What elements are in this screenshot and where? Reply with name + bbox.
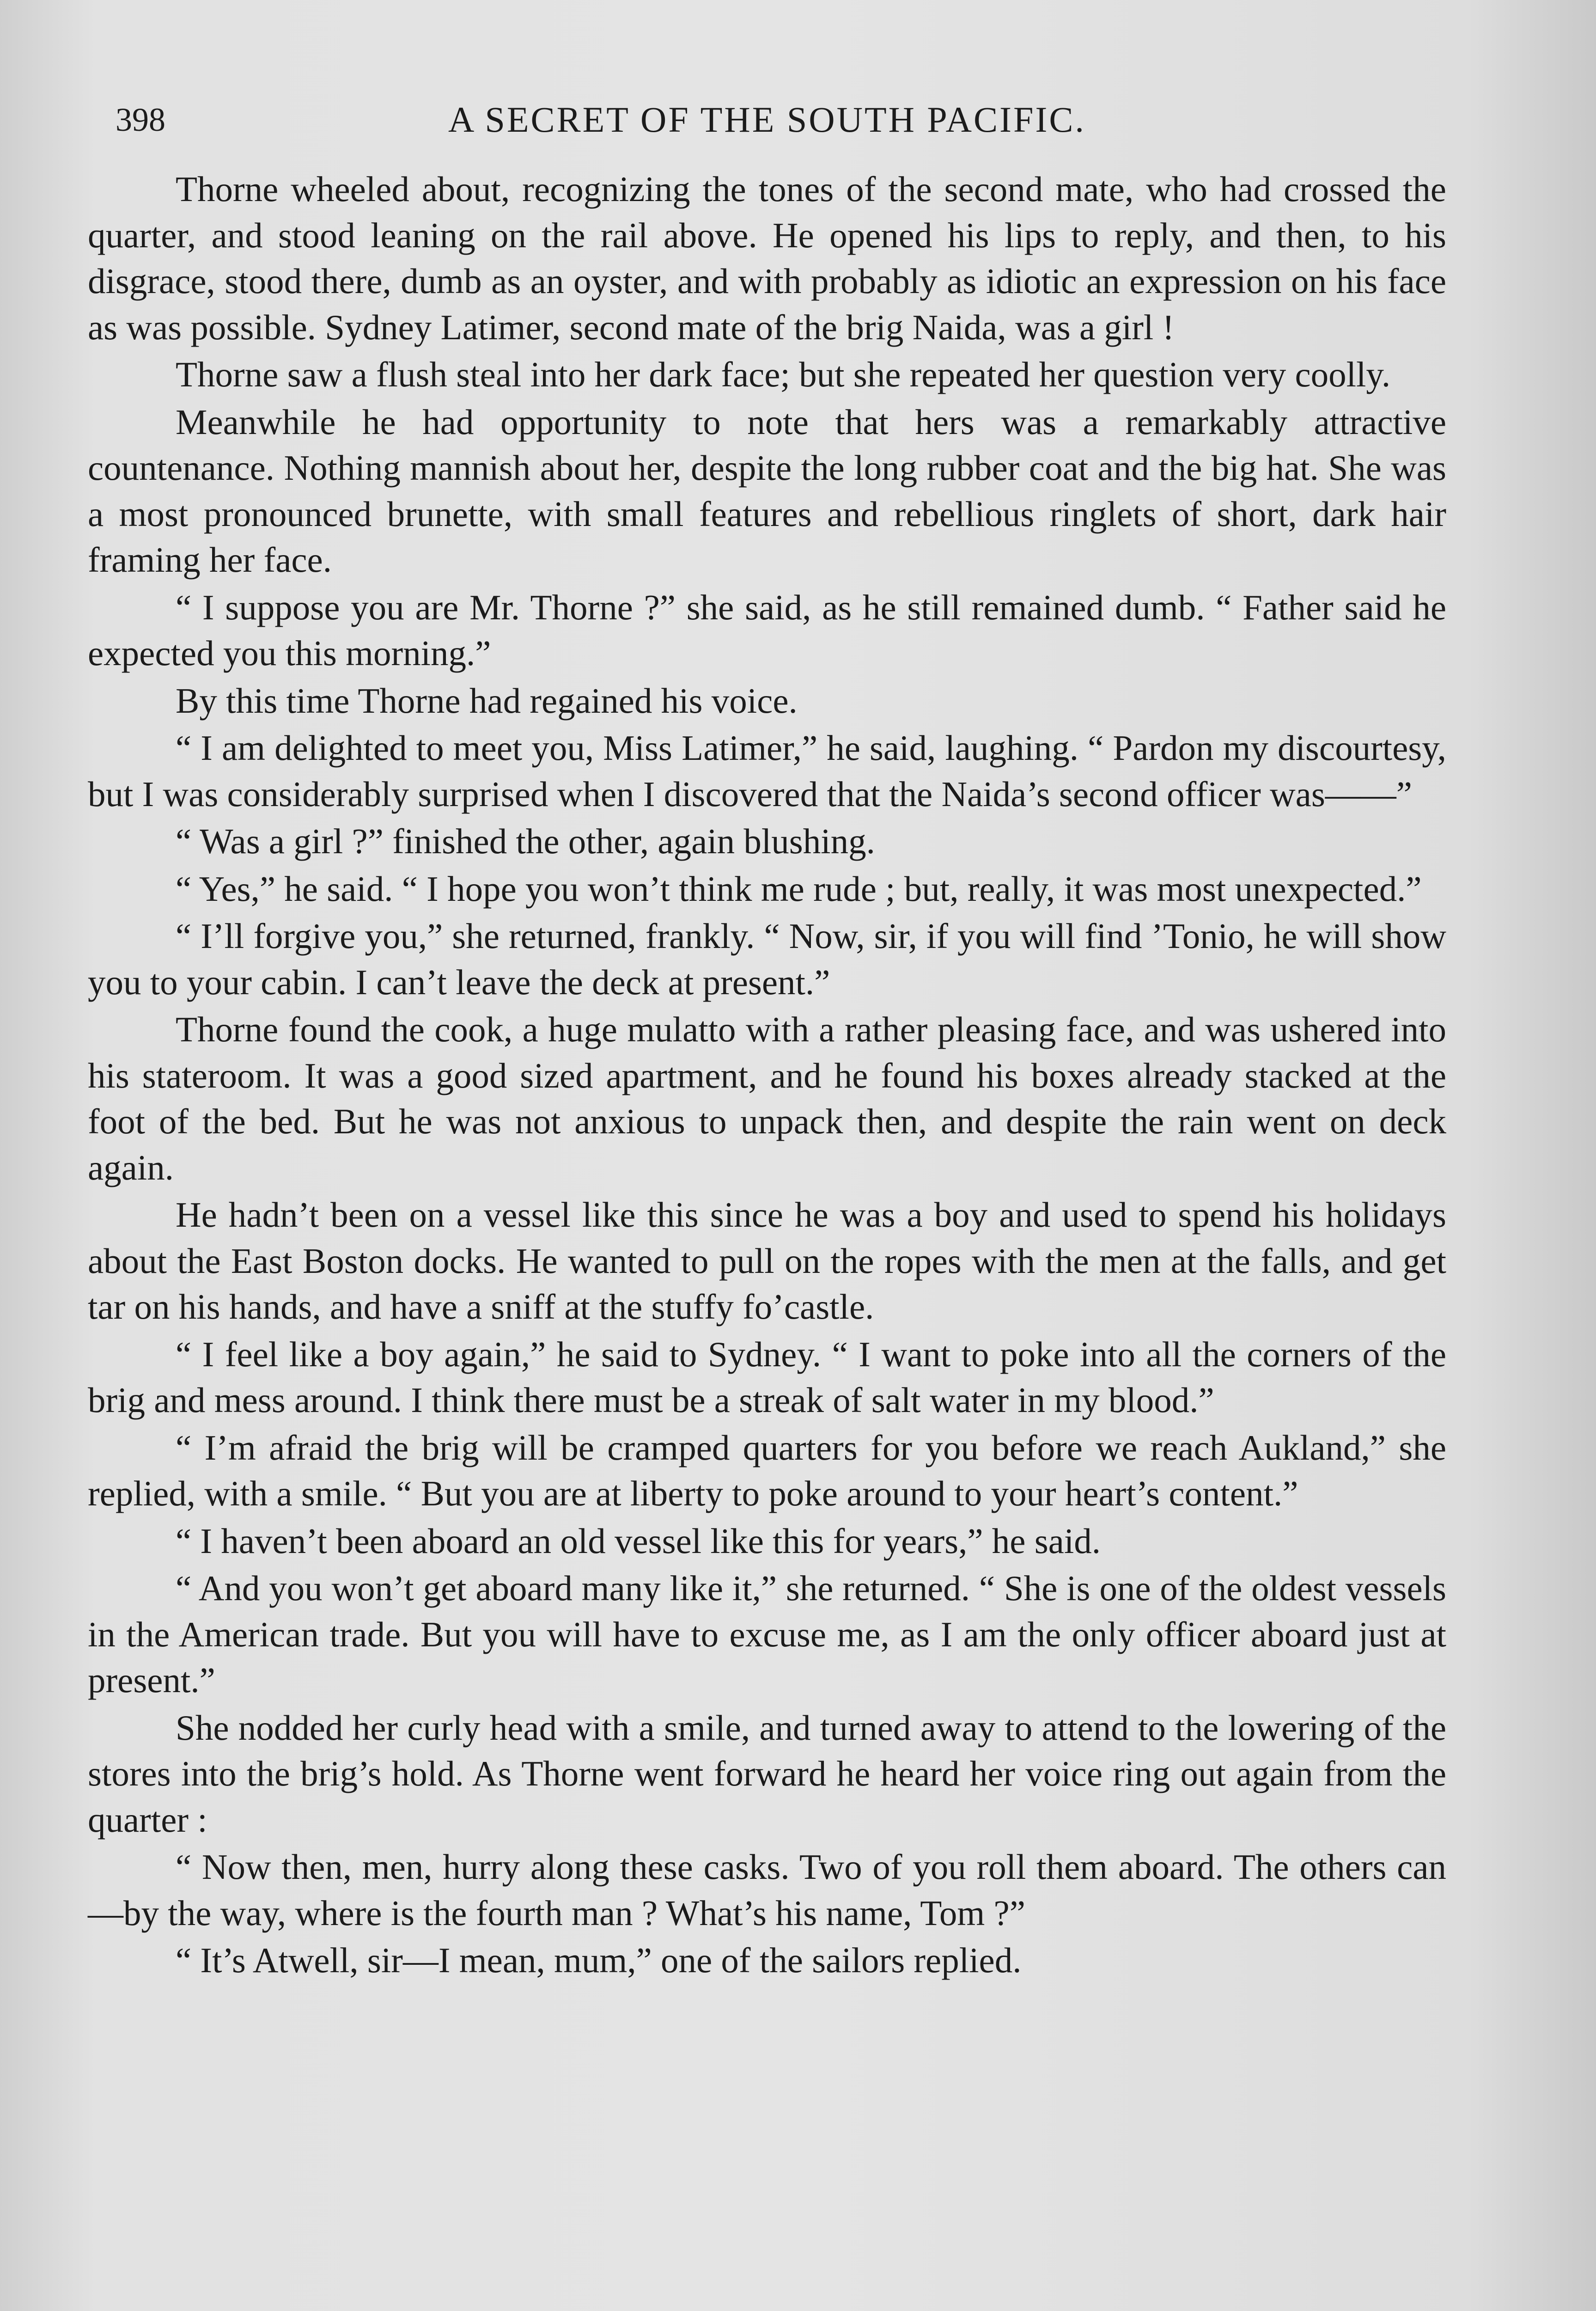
paragraph: “ It’s Atwell, sir—I mean, mum,” one of the sailors replied. <box>176 1940 1022 1980</box>
page-number: 398 <box>116 101 165 138</box>
paragraph: “ Was a girl ?” finished the other, again blushing. <box>176 821 875 861</box>
paragraph: Meanwhile he had opportunity to note that hers was a remarkably attractive countenance. Nothing mannish about her, despite the long rubber coat and the big hat. She was a most pronounced brunette, with small features and rebellious ringlets of short, dark hair framing her face. <box>88 402 1446 580</box>
page-header <box>116 92 1460 153</box>
paragraph: By this time Thorne had regained his voice. <box>176 680 798 721</box>
paragraph: Thorne wheeled about, recognizing the tones of the second mate, who had crossed the quarter, and stood leaning on the rail above. He opened his lips to reply, and then, to his disgrace, stood there, dumb as an oyster, and with probably as idiotic an expression on his face as was possible. Sydney Latimer, second mate of the brig Naida, was a girl ! <box>88 169 1446 347</box>
paragraph: She nodded her curly head with a smile, and turned away to attend to the lowering of the stores into the brig’s hold. As Thorne went forward he heard her voice ring out again from the quarter : <box>88 1707 1446 1840</box>
paragraph: He hadn’t been on a vessel like this since he was a boy and used to spend his holidays about the East Boston docks. He wanted to pull on the ropes with the men at the falls, and get tar on his hands, and have a sniff at the stuffy fo’castle. <box>88 1195 1446 1327</box>
body-text <box>88 166 1446 1985</box>
paragraph: Thorne found the cook, a huge mulatto with a rather pleasing face, and was ushered into his stateroom. It was a good sized apartment, and he found his boxes already stacked at the foot of the bed. But he was not anxious to unpack then, and despite the rain went on deck again. <box>88 1009 1446 1187</box>
paragraph: “ I’m afraid the brig will be cramped quarters for you before we reach Aukland,” she replied, with a smile. “ But you are at liberty to poke around to your heart’s content.” <box>88 1427 1446 1513</box>
paragraph: “ And you won’t get aboard many like it,” she returned. “ She is one of the oldest vessels in the American trade. But you will have to excuse me, as I am the only officer aboard just at present.” <box>88 1568 1446 1700</box>
paragraph: “ Yes,” he said. “ I hope you won’t think me rude ; but, really, it was most unexpected.” <box>176 868 1422 909</box>
paragraph: “ I’ll forgive you,” she returned, frankly. “ Now, sir, if you will find ’Tonio, he will show you to your cabin. I can’t leave the deck at present.” <box>88 916 1446 1002</box>
paragraph: “ I suppose you are Mr. Thorne ?” she said, as he still remained dumb. “ Father said he expected you this morning.” <box>88 587 1446 673</box>
paragraph: “ I feel like a boy again,” he said to Sydney. “ I want to poke into all the corners of the brig and mess around. I think there must be a streak of salt water in my blood.” <box>88 1334 1446 1420</box>
paragraph: “ I am delighted to meet you, Miss Latimer,” he said, laughing. “ Pardon my discourtesy, but I was considerably surprised when I discovered that the Naida’s second officer was——” <box>88 728 1446 814</box>
paragraph: “ Now then, men, hurry along these casks. Two of you roll them aboard. The others can—by the way, where is the fourth man ? What’s his name, Tom ?” <box>88 1847 1446 1933</box>
paragraph: “ I haven’t been aboard an old vessel like this for years,” he said. <box>176 1521 1101 1561</box>
running-title: A SECRET OF THE SOUTH PACIFIC. <box>448 99 1086 140</box>
paragraph: Thorne saw a flush steal into her dark face; but she repeated her question very coolly. <box>176 355 1391 394</box>
